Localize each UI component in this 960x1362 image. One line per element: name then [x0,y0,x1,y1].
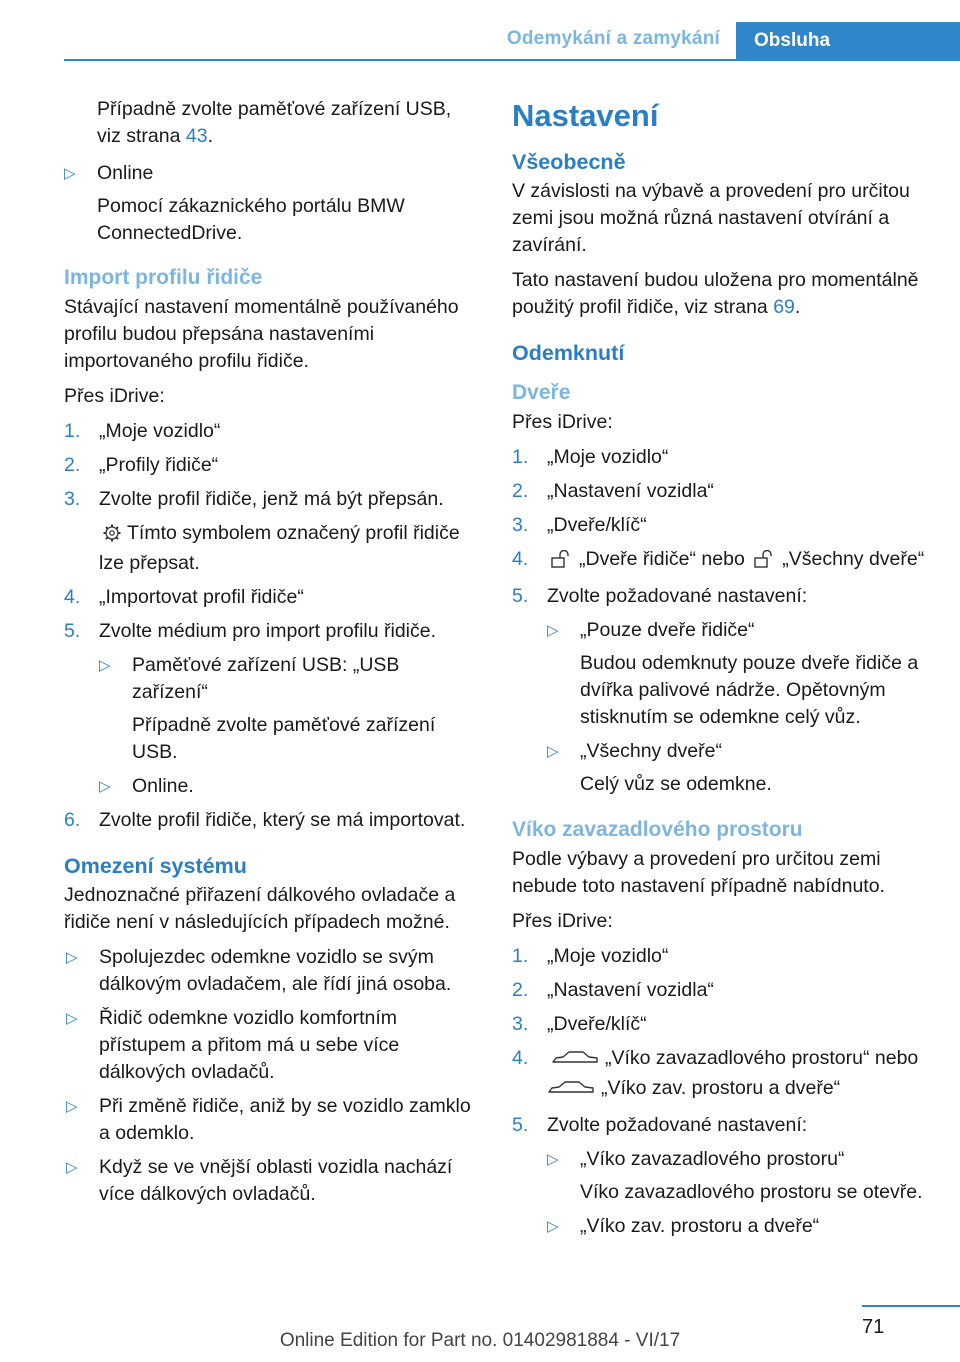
header-rule [64,59,960,61]
list-item: 5. Zvolte požadované nastavení: ▷ „Pouze dveře řidiče“ Budou odemknuty pouze dveře řidiče a dvířka palivové nádrže. Opětovným stisknutím se odemkne celý vůz. ▷ „Všechny dveře“ Celý vůz se odemkne. [512,583,932,798]
list-item: 4. „Víko zavazadlového prostoru“ nebo „Víko zav. prostoru a dveře“ [512,1045,932,1105]
list-item: ▷ Spolujezdec odemkne vozidlo se svým dálkovým ovladačem, ale řídí jiná osoba. [66,946,452,995]
via-idrive-text: Přes iDrive: [512,910,613,932]
list-item: 3. „Dveře/klíč“ [512,1013,647,1035]
triangle-bullet-icon: ▷ [547,1218,559,1235]
list-item: ▷ Když se ve vnější oblasti vozidla nachází více dálkových ovladačů. [66,1156,453,1205]
triangle-bullet-icon: ▷ [99,657,111,674]
sub-item: ▷ „Pouze dveře řidiče“ Budou odemknuty pouze dveře řidiče a dvířka palivové nádrže. Opětovným stisknutím se odemkne celý vůz. [547,619,919,728]
list-item: 3. Zvolte profil řidiče, jenž má být přepsán. Tímto symbolem označený profil řidiče lze přepsat. [64,488,460,574]
list-item: 2. „Nastavení vozidla“ [512,979,714,1001]
list-item: 1. „Moje vozidlo“ [64,420,221,442]
list-item: 6. Zvolte profil řidiče, který se má importovat. [64,809,466,831]
page-link-43[interactable]: 43 [185,125,208,147]
page-title: Nastavení [512,98,659,133]
page-number-rule [862,1305,960,1307]
car-trunk-doors-icon [547,1078,595,1105]
general-paragraph-1: V závislosti na výbavě a provedení pro určitou zemi jsou možná různá nastavení otvírání a zavírání. [512,180,910,256]
list-item: 2. „Nastavení vozidla“ [512,480,714,502]
triangle-bullet-icon: ▷ [547,622,559,639]
list-item: 2. „Profily řidiče“ [64,454,219,476]
list-item: 5. Zvolte požadované nastavení: ▷ „Víko zavazadlového prostoru“ Víko zavazadlového prostoru se otevře. ▷ „Víko zav. prostoru a dveře“ [512,1112,932,1240]
import-heading: Import profilu řidiče [64,266,263,289]
header-section-title: Odemykání a zamykání [506,28,720,49]
sub-item: ▷ „Víko zavazadlového prostoru“ Víko zavazadlového prostoru se otevře. [547,1148,923,1203]
general-heading: Všeobecně [512,150,626,174]
limits-paragraph: Jednoznačné přiřazení dálkového ovladače a řidiče není v následujících případech možné. [64,884,456,933]
page-number: 71 [862,1316,885,1338]
door-steps [512,444,932,798]
sub-item: ▷ Online. [99,773,478,800]
list-item: ▷ Řidič odemkne vozidlo komfortním přístupem a přitom má u sebe více dálkových ovladačů. [66,1007,400,1083]
right-column [512,96,932,1248]
triangle-bullet-icon: ▷ [547,1151,559,1168]
sub-item: ▷ Paměťové zařízení USB: „USB zařízení“ Případně zvolte paměťové zařízení USB. [99,654,436,763]
via-idrive-text: Přes iDrive: [512,411,613,433]
sub-item: ▷ „Víko zav. prostoru a dveře“ [547,1213,932,1240]
trunk-steps [512,943,932,1240]
usb-note: Případně zvolte paměťové zařízení USB, viz strana 43. [97,98,452,147]
list-item: 4. „Importovat profil řidiče“ [64,586,304,608]
trunk-paragraph: Podle výbavy a provedení pro určitou zemi nebude toto nastavení případně nabídnuto. [512,848,885,897]
triangle-bullet-icon: ▷ [66,949,78,966]
doors-heading: Dveře [512,381,571,404]
via-idrive-text: Přes iDrive: [64,385,165,407]
page-link-69[interactable]: 69 [773,296,795,318]
general-paragraph-2: Tato nastavení budou uložena pro momentálně použitý profil řidiče, viz strana 69. [512,269,919,318]
car-trunk-icon [551,1048,599,1075]
header-chapter-label: Obsluha [754,30,831,51]
triangle-bullet-icon: ▷ [66,1010,78,1027]
open-lock-icon [754,549,776,576]
triangle-bullet-icon: ▷ [547,743,559,760]
list-item: 3. „Dveře/klíč“ [512,514,647,536]
list-item: 4. „Dveře řidiče“ nebo „Všechny dveře“ [512,546,932,576]
header-chapter-tab [736,22,960,59]
triangle-bullet-icon: ▷ [66,1098,78,1115]
gear-icon [103,523,121,550]
import-paragraph: Stávající nastavení momentálně používaného profilu budou přepsána nastaveními importovaného profilu řidiče. [64,296,459,372]
list-item: 5. Zvolte médium pro import profilu řidiče. ▷ Paměťové zařízení USB: „USB zařízení“ Případně zvolte paměťové zařízení USB. ▷ Online. [64,618,478,800]
limits-list [64,944,478,1208]
triangle-bullet-icon: ▷ [64,165,76,182]
import-steps [64,418,478,834]
footer-edition: Online Edition for Part no. 01402981884 - VI/17 [279,1330,681,1351]
sub-item: ▷ „Všechny dveře“ Celý vůz se odemkne. [547,740,772,795]
list-item-online: ▷ Online Pomocí zákaznického portálu BMW ConnectedDrive. [64,162,405,244]
limits-heading: Omezení systému [64,854,247,878]
list-item: 1. „Moje vozidlo“ [512,446,669,468]
triangle-bullet-icon: ▷ [66,1159,78,1176]
trunk-heading: Víko zavazadlového prostoru [512,818,803,841]
list-item: ▷ Při změně řidiče, aniž by se vozidlo zamklo a odemklo. [66,1095,471,1144]
left-column [64,96,478,1216]
list-item: 1. „Moje vozidlo“ [512,945,669,967]
unlock-heading: Odemknutí [512,341,625,365]
open-lock-icon [551,549,573,576]
triangle-bullet-icon: ▷ [99,778,111,795]
